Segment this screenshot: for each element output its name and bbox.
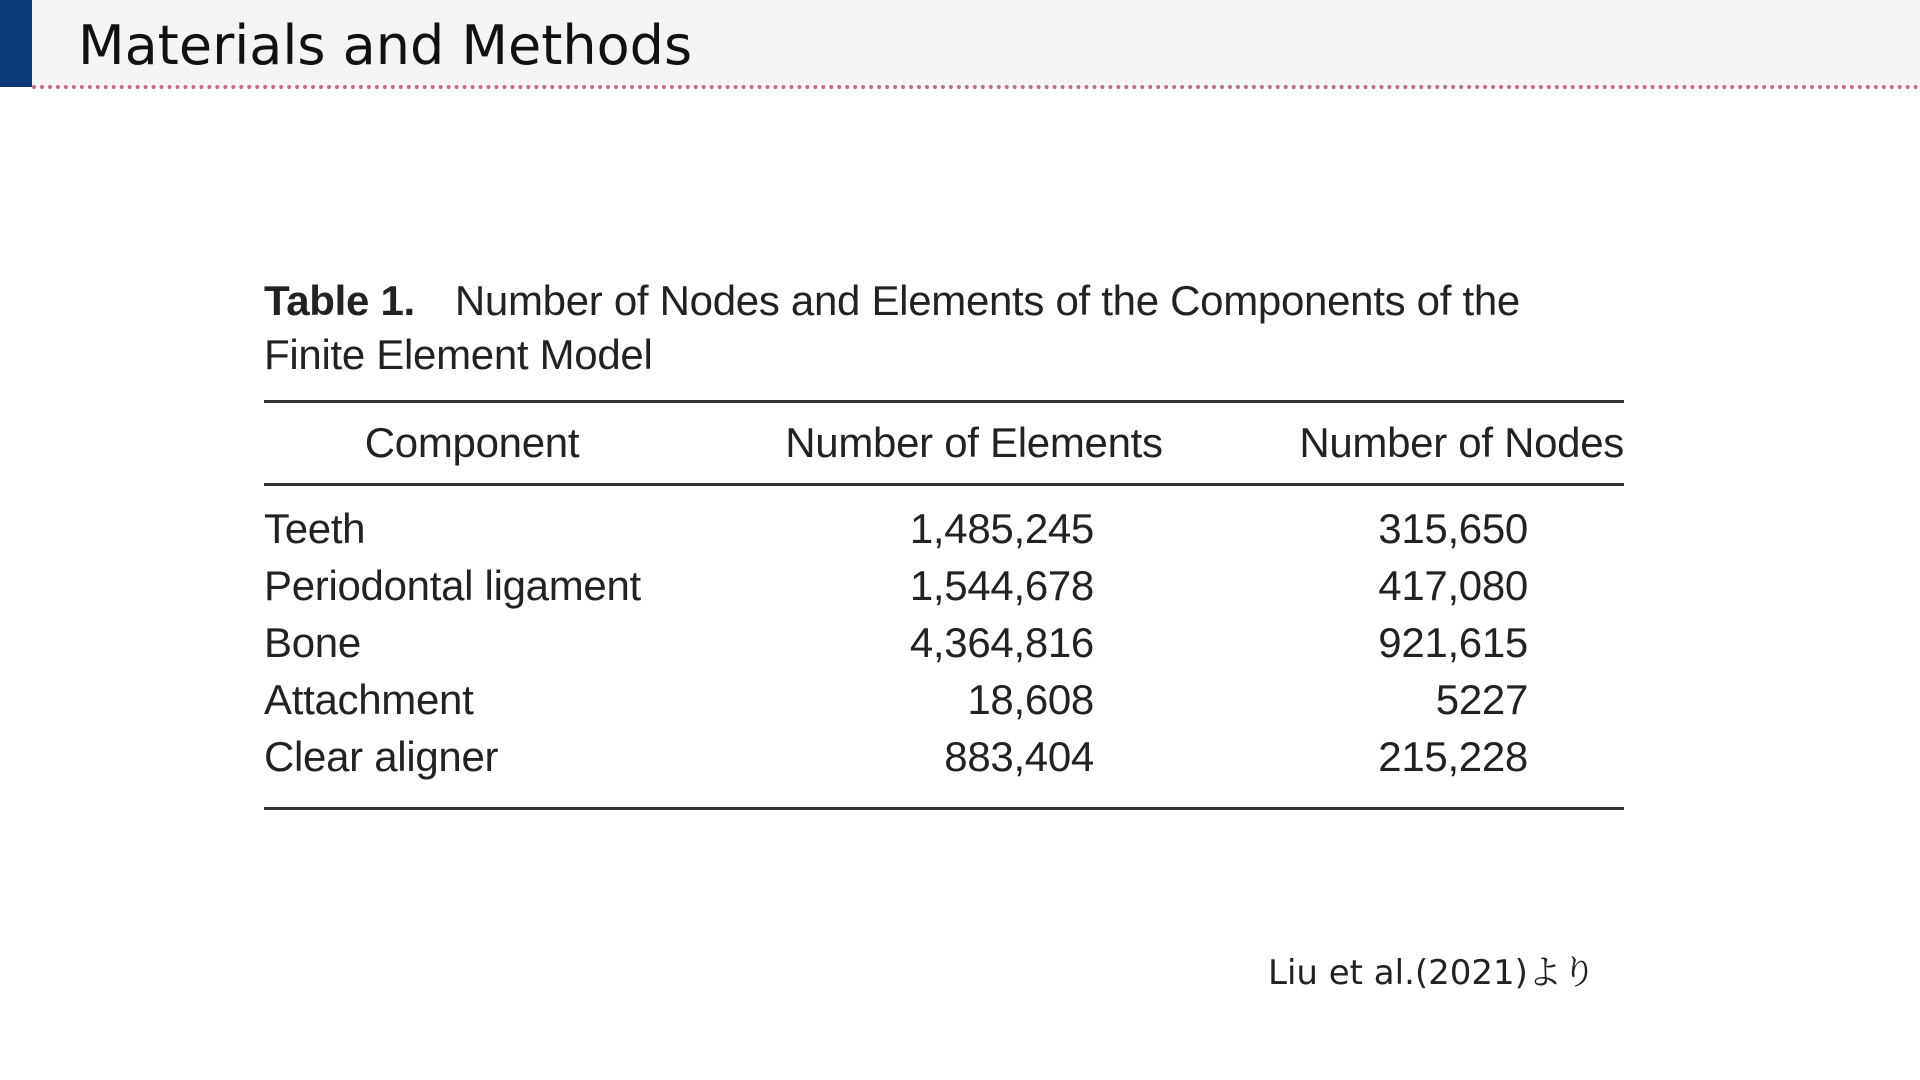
column-header-component: Component: [364, 419, 580, 466]
table-row: [264, 671, 1624, 728]
nodes-cell: 215,228: [1378, 732, 1528, 780]
elements-cell: 18,608: [967, 675, 1094, 723]
table-row: [264, 728, 1624, 809]
table-label: Table 1.: [264, 277, 415, 324]
table-header-row: [264, 402, 1624, 485]
nodes-cell: 417,080: [1378, 561, 1528, 609]
table-caption-text: Number of Nodes and Elements of the Components of the Finite Element Model: [264, 277, 1520, 378]
elements-cell: 1,485,245: [909, 504, 1094, 552]
component-cell: Clear aligner: [264, 732, 499, 780]
elements-cell: 1,544,678: [909, 561, 1094, 609]
component-cell: Teeth: [264, 504, 366, 552]
component-cell: Attachment: [264, 675, 474, 723]
component-cell: Bone: [264, 618, 361, 666]
source-citation: Liu et al.(2021)より: [1268, 953, 1596, 993]
column-header-elements: Number of Elements: [785, 419, 1163, 466]
table-caption: [264, 274, 1624, 382]
table-row: [264, 485, 1624, 558]
nodes-cell: 5227: [1435, 675, 1528, 723]
header-accent-block: [0, 0, 32, 87]
elements-cell: 883,404: [944, 732, 1094, 780]
elements-cell: 4,364,816: [909, 618, 1094, 666]
column-header-nodes: Number of Nodes: [1299, 419, 1624, 466]
nodes-cell: 315,650: [1378, 504, 1528, 552]
nodes-elements-table: [264, 400, 1624, 810]
nodes-cell: 921,615: [1378, 618, 1528, 666]
slide-title: Materials and Methods: [78, 14, 693, 77]
header-dotted-divider: [32, 85, 1920, 89]
table-row: [264, 614, 1624, 671]
table-figure: [264, 274, 1624, 810]
component-cell: Periodontal ligament: [264, 561, 641, 609]
table-row: [264, 557, 1624, 614]
